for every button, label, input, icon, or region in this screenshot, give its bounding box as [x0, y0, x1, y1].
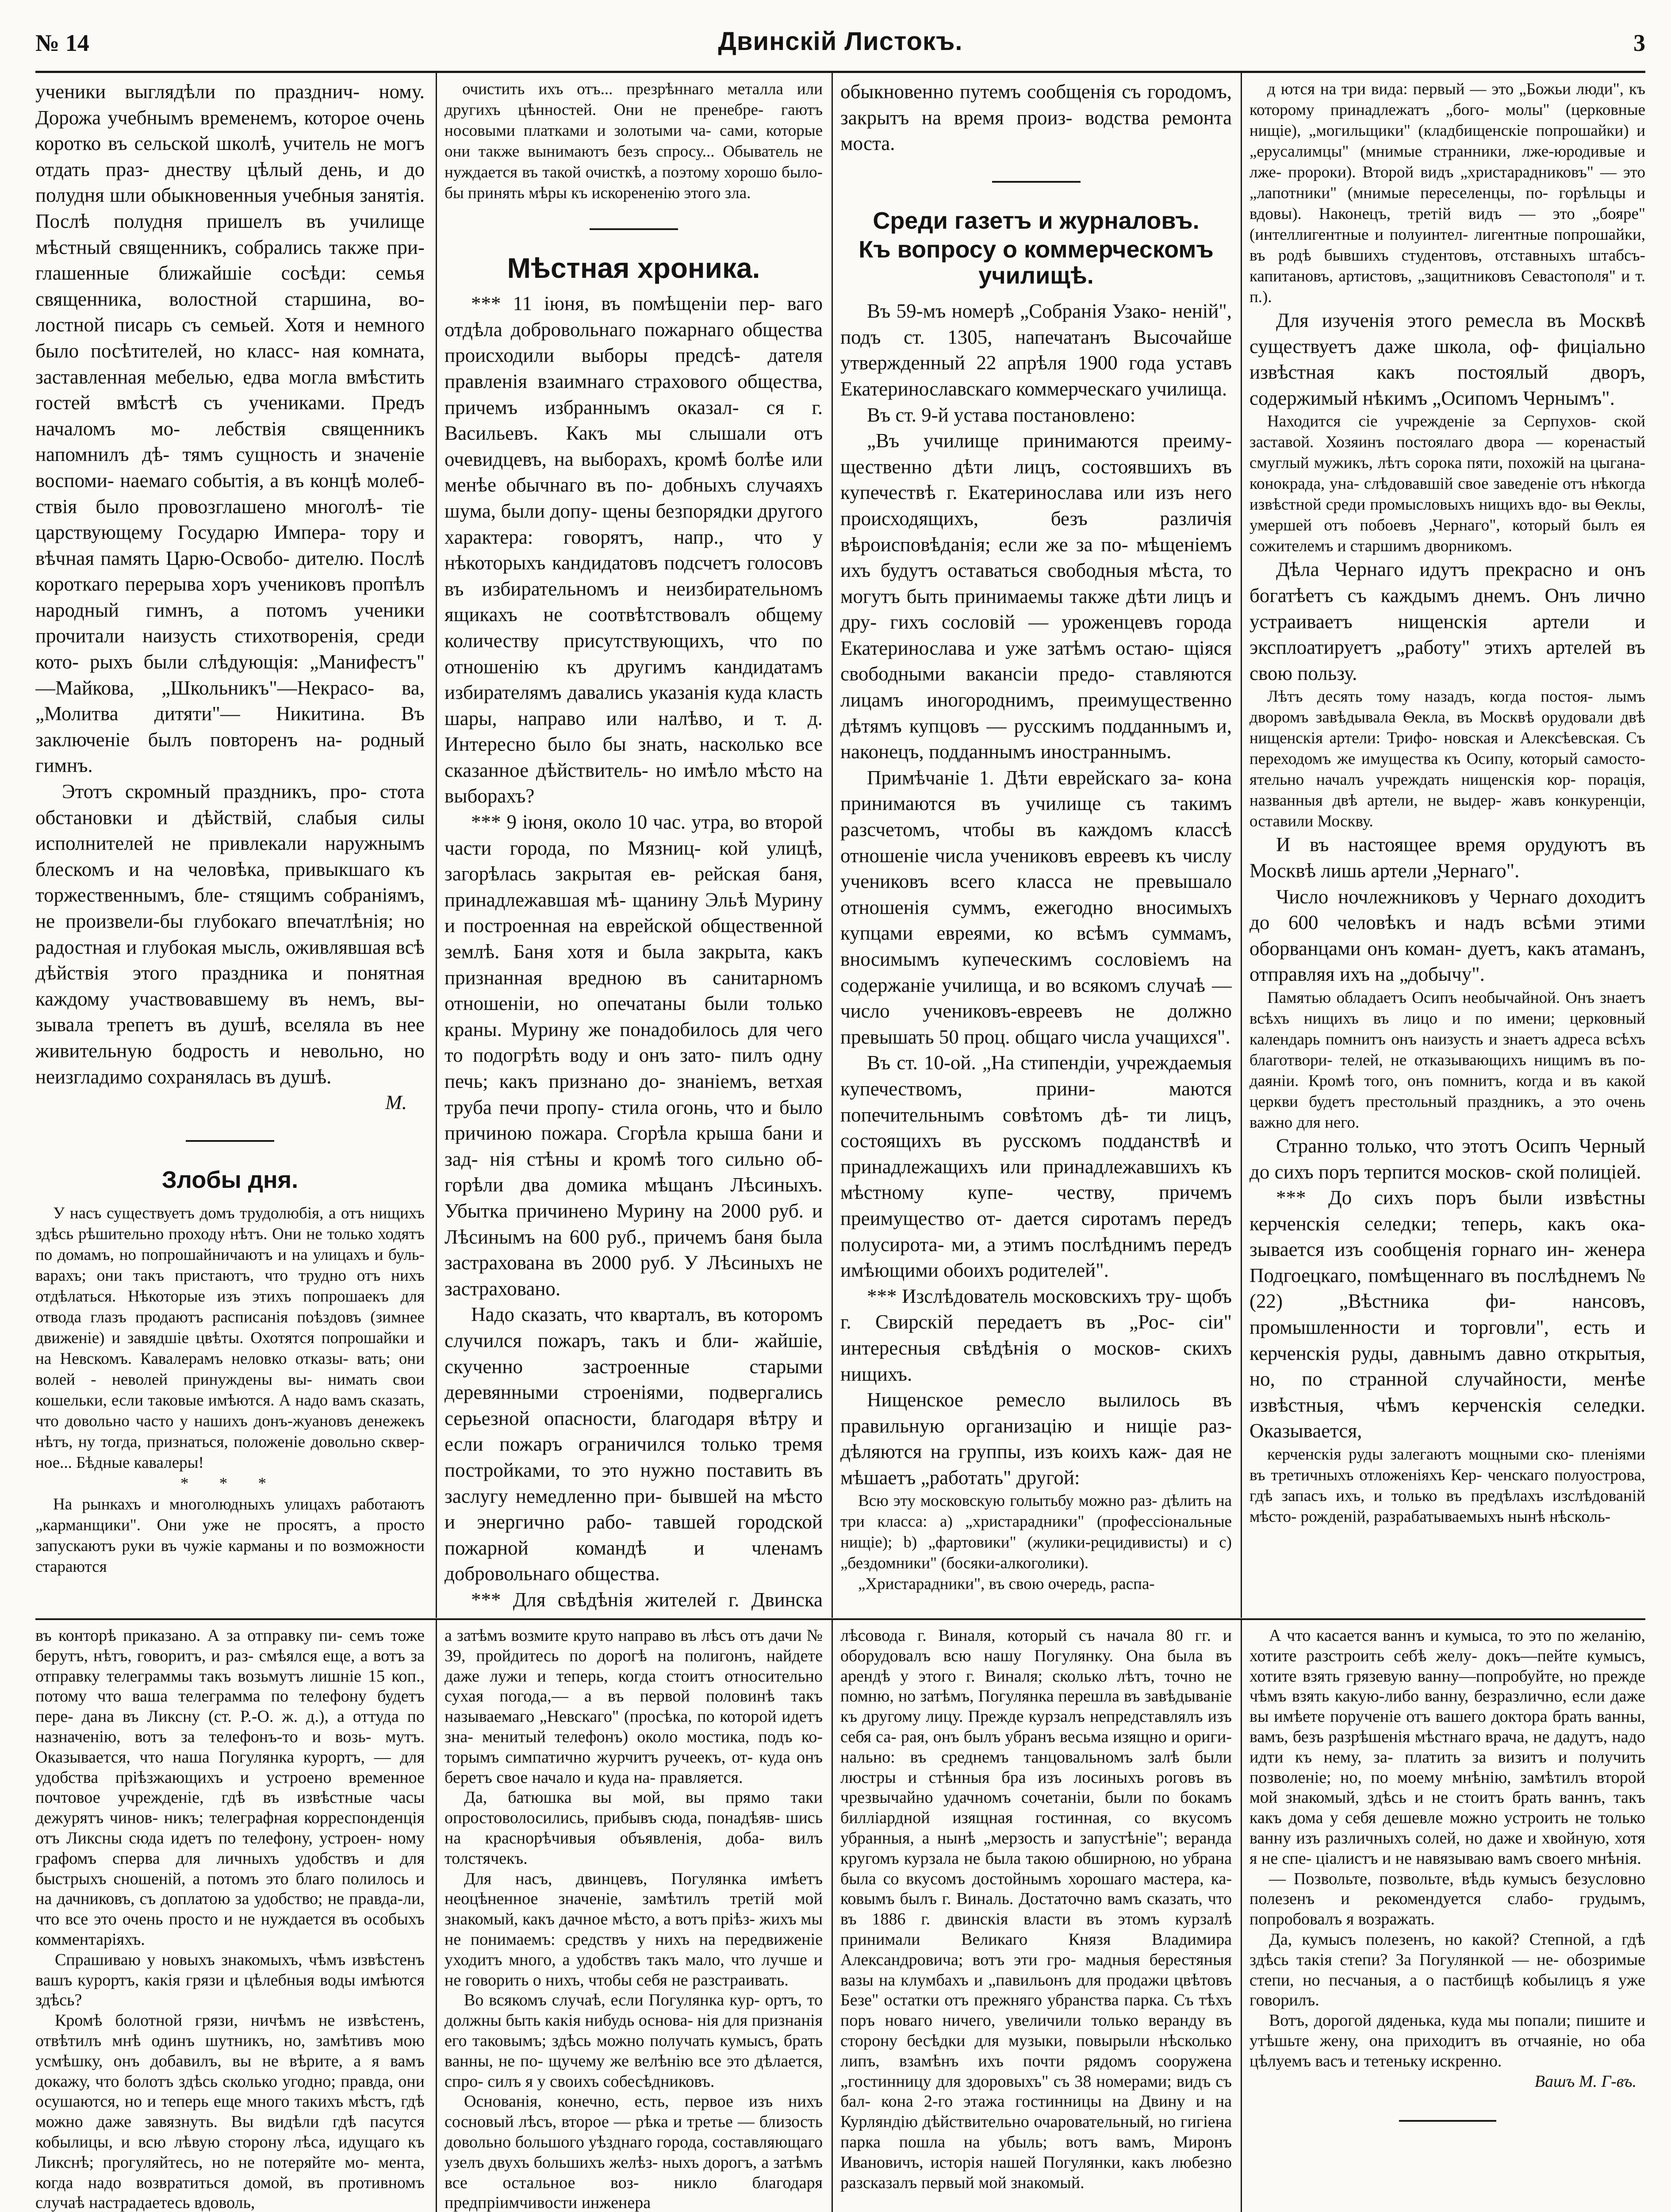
section-divider: [35, 1618, 1645, 1620]
article-paragraph: „Христарадники", въ свою очередь, распа-: [858, 1575, 1155, 1594]
article-paragraph: Основанія, конечно, есть, первое изъ нихъ сосновый лѣсъ, второе — рѣка и третье — близость довольно большого уѣзднаго города, составляющаго узелъ двухъ большихъ желѣз- ныхъ дорогъ, а затѣмъ все остальное воз- никло благодаря предпріимчивости инженера: [445, 2092, 823, 2212]
column-rule: [436, 73, 437, 1618]
article-signature: М.: [385, 1091, 407, 1114]
article-paragraph: „Въ училище принимаются преиму- щественно дѣти лицъ, состоявшихъ въ купечествѣ г. Екатеринослава или изъ него происходящихъ, безъ различія вѣроисповѣданія; если же за по- мѣщеніемъ ихъ будутъ оставаться свободныя мѣста, то могутъ быть принимаемы также дѣти лицъ и дру- гихъ сословій — уроженцевъ города Екатеринослава и уже затѣмъ остаю- щіяся свободными вакансіи предо- ставляются лицамъ иногороднимъ, преимущественно дѣтямъ купцовъ — русскимъ подданнымъ и, наконецъ, подданнымъ иностраннымъ.: [840, 430, 1232, 763]
article-paragraph: Въ ст. 9-й устава постановлено:: [867, 403, 1136, 426]
article-paragraph: Спрашиваю у новыхъ знакомыхъ, чѣмъ извѣстенъ вашъ курортъ, какія грязи и цѣлебныя воды имѣются здѣсь?: [35, 1950, 425, 2010]
article-paragraph: Этотъ скромный праздникъ, про- стота обстановки и дѣйствій, слабыя силы исполнителей не привлекали наружнымъ блескомъ и на человѣка, привыкшаго къ торжественнымъ, бле- стящимъ собраніямъ, не произвели-бы глубокаго впечатлѣнія; но радостная и глубокая мысль, оживлявшая всѣ дѣйствія этого праздника и понятная каждому участвовавшему въ немъ, вы- зывала трепетъ въ душѣ, вселяла въ нее живительную бодрость и невольно, но неизгладимо сохранялась въ душѣ.: [35, 780, 425, 1088]
ornament-divider: [1249, 2109, 1645, 2130]
article-paragraph: *** Для свѣдѣнія жителей г. Двинска: [471, 1588, 823, 1611]
section-title: Злобы дня.: [161, 1167, 299, 1194]
ornament-divider: [840, 167, 1232, 193]
article-paragraph: Странно только, что этотъ Осипъ Черный до сихъ поръ терпится москов- ской полиціей.: [1249, 1134, 1645, 1183]
article-paragraph: Нищенское ремесло вылилось въ правильную организацію и нищіе раз- дѣляются на группы, изъ коихъ каж- дая не мѣшаетъ „работать" другой:: [840, 1389, 1232, 1489]
bottom-column-3: [840, 1626, 1232, 2212]
bottom-column-4: [1249, 1626, 1645, 2212]
article-paragraph: Да, кумысъ полезенъ, но какой? Степной, а гдѣ здѣсь такія степи? За Погулянкой — не- обозримые степи, но песчаныя, а о пастбищѣ кобылицъ я уже говорилъ.: [1249, 1930, 1645, 2010]
article-paragraph: ученики выглядѣли по празднич- ному. Дорожа учебнымъ временемъ, которое очень коротко въ сельской школѣ, учитель не могъ отдать праз- днеству цѣлый день, и до полудня шли обыкновенныя учебныя занятія. Послѣ полудня пришелъ въ училище мѣстный священникъ, собрались также при- глашенные ближайшіе сосѣди: семья священника, волостной старшина, во- лостной писарь съ семьей. Хотя и немного было посѣтителей, но класс- ная комната, заставленная мебелью, едва могла вмѣстить гостей вмѣстѣ съ учениками. Предъ началомъ мо- лебствія священникъ напомнилъ дѣ- тямъ сущность и значеніе воспоми- наемаго событія, а въ концѣ молеб- ствія было провозглашено многолѣ- тіе царствующему Государю Импера- тору и вѣчная память Царю-Освобо- дителю. Послѣ короткаго перерыва хоръ учениковъ пропѣлъ народный гимнъ, а потомъ ученики прочитали наизусть стихотворенія, среди кото- рыхъ были слѣдующія: „Манифестъ" —Майкова, „Школьникъ"—Некрасо- ва, „Молитва дитяти"— Никитина. Въ заключеніе былъ повторенъ на- родный гимнъ.: [35, 81, 425, 777]
star-separator: * * *: [180, 1474, 280, 1493]
column-rule: [832, 73, 833, 1618]
article-paragraph: *** Изслѣдователь московскихъ тру- щобъ г. Свирскій передаетъ въ „Рос- сіи" интересныя свѣдѣнія о москов- скихъ нищихъ.: [840, 1285, 1232, 1385]
section-title: Мѣстная хроника.: [507, 252, 760, 284]
article-paragraph: Да, батюшка вы мой, вы прямо таки опростоволосились, прибывъ сюда, понадѣяв- шись на краснорѣчивыя объявленія, доба- вилъ толстячекъ.: [445, 1788, 823, 1868]
column-4: [1249, 79, 1645, 1614]
small-print-block: [1249, 411, 1645, 557]
article-paragraph: Во всякомъ случаѣ, если Погулянка кур- ортъ, то должны быть какія нибудь основа- нія для признанія его таковымъ; здѣсь можно получать кумысъ, брать ванны, не по- щучему же велѣнію все это дѣлается, спро- силъ я у своихъ собесѣдниковъ.: [445, 1991, 823, 2091]
article-paragraph: Лѣтъ десять тому назадъ, когда постоя- лымъ дворомъ завѣдывала Ѳекла, въ Москвѣ орудовали двѣ нищенскія артели: Трифо- новская и Алексѣевская. Съ переходомъ же имущества къ Осипу, который самосто- ятельно началъ учреждать нищенскія кор- порація, названныя двѣ артели, не выдер- жавъ конкуренціи, оставили Москву.: [1249, 687, 1645, 831]
column-rule: [1241, 73, 1242, 1618]
issue-number: № 14: [35, 30, 89, 56]
article-paragraph: въ конторѣ приказано. А за отправку пи- семъ тоже берутъ, нѣтъ, говоритъ, и раз- смѣялся еще, а вотъ за отправку телеграммы такъ возьмутъ лишніе 15 коп., потому что ваша телеграмма по телефону будетъ пере- дана въ Ликсну (ст. Р.-О. ж. д.), а оттуда по назначенію, вотъ за телефонъ-то и возь- мутъ. Оказывается, что наша Погулянка курортъ, — для удобства пріѣзжающихъ и устроено временное почтовое учрежденіе, гдѣ въ извѣстные часы дежурятъ чинов- никъ; телеграфная корреспонденція отъ Ликсны сюда идетъ по телефону, устроен- ному графомъ сперва для личныхъ удобствъ и для быстрыхъ сношеній, а потомъ это благо полилось и на дачниковъ, съ доплатою за удобство; не правда-ли, что все это очень просто и не нуждается въ особыхъ комментаріяхъ.: [35, 1626, 425, 1949]
column-rule: [436, 1620, 437, 2212]
article-paragraph: Находится сіе учрежденіе за Серпухов- ской заставой. Хозяинъ постоялаго двора — коренастый смуглый мужикъ, лѣтъ сорока пяти, похожій на цыгана-конокрада, уна- слѣдовавшій свое заведеніе отъ нѣкогда извѣстной среди промысловыхъ нищихъ вдо- вы Ѳеклы, умершей отъ побоевъ „Чернаго", который былъ ея сожителемъ и старшимъ дворникомъ.: [1249, 412, 1645, 556]
ornament-divider: [445, 214, 823, 240]
article-paragraph: У насъ существуетъ домъ трудолюбія, а отъ нищихъ здѣсь рѣшительно проходу нѣтъ. Они не только ходятъ по домамъ, но попрошайничаютъ и на улицахъ и буль- варахъ; они такъ пристаютъ, что трудно отъ нихъ отдѣлаться. Нѣкоторые изъ этихъ попрошаекъ для отвода глазъ продаютъ расписанія поѣздовъ (зимнее движеніе) и завядшіе цвѣты. Охотятся попрошайки и на Невскомъ. Кавалерамъ неловко отказы- вать; они волей - неволей принуждены вы- нимать свои кошельки, если таковые имѣются. А надо вамъ сказать, что довольно часто у нашихъ донъ-жуановъ денежекъ нѣтъ, ну тогда, признаться, положеніе довольно сквер- ное... Бѣдные кавалеры!: [35, 1204, 425, 1472]
article-paragraph: Въ 59-мъ номерѣ „Собранія Узако- неній", подъ ст. 1305, напечатанъ Высочайше утвержденный 22 апрѣля 1900 года уставъ Екатеринославскаго коммерческаго училища.: [840, 300, 1232, 400]
article-paragraph: Надо сказать, что кварталъ, въ которомъ случился пожаръ, такъ и бли- жайшіе, скученно застроенные старыми деревянными строеніями, подвергались серьезной опасности, благодаря вѣтру и если пожаръ ограничился только тремя постройками, то это нужно поставить въ заслугу немедленно при- бывшей на мѣсто и энергично рабо- тавшей городской пожарной командѣ и членамъ добровольнаго общества.: [445, 1303, 823, 1585]
article-paragraph: керченскія руды залегаютъ мощными ско- пленіями въ третичныхъ отложеніяхъ Кер- ченскаго полуострова, гдѣ запасъ ихъ, и только въ предѣлахъ изслѣдованій мѣсто- рожденій, разрабатываемыхъ нынѣ нѣсколь-: [1249, 1445, 1645, 1526]
page-header: [35, 27, 1645, 66]
article-paragraph: Кромѣ болотной грязи, ничѣмъ не извѣстенъ, отвѣтилъ мнѣ одинъ шутникъ, но, замѣтивъ мою усмѣшку, онъ добавилъ, вы не вѣрите, а я вамъ докажу, что болотъ здѣсь сколько угодно; правда, они осушаются, но и теперь еще много такихъ мѣстъ, гдѣ можно даже завязнуть. Вы видѣли гдѣ пасутся кобылицы, и всю лѣвую сторону лѣса, идущаго къ Ликснѣ; прогуляйтесь, но не потеряйте мо- мента, когда надо возвратиться домой, въ противномъ случаѣ настрадаетесь вдоволь,: [35, 2011, 425, 2212]
small-print-block: [1249, 79, 1645, 307]
article-paragraph: Въ ст. 10-ой. „На стипендіи, учреждаемыя купечествомъ, прини- маются попечительнымъ совѣтомъ дѣ- ти лицъ, состоящихъ въ русскомъ подданствѣ и принадлежащихъ или принадлежавшихъ къ мѣстному купе- честву, причемъ преимущество от- дается сиротамъ передъ полусирота- ми, а этимъ послѣднимъ передъ имѣющими обоихъ родителей".: [840, 1052, 1232, 1282]
article-signature: Вашъ М. Г-въ.: [1534, 2072, 1637, 2091]
column-2: [445, 79, 823, 1614]
article-paragraph: — Позвольте, позвольте, вѣдь кумысъ безусловно полезенъ и рекомендуется слабо- грудымъ, попробовалъ я возражать.: [1249, 1869, 1645, 1929]
section-subtitle: Къ вопросу о коммерческомъ училищѣ.: [858, 236, 1214, 289]
article-paragraph: Всю эту московскую голытьбу можно раз- дѣлить на три класса: а) „христарадники" (профессіональные нищіе); b) „фартовики" (жулики-рецидивисты) и с) „бездомники" (босяки-алкоголики).: [840, 1492, 1232, 1573]
article-paragraph: д ются на три вида: первый — это „Божьи люди", къ которому принадлежатъ „бого- молы" (церковные нищіе), „могильщики" (кладбищенскіе попрошайки) и „ерусалимцы" (мнимые странники, лже-юродивые и лже- пророки). Второй видъ „христарадниковъ" — это „лапотники" (мнимые переселенцы, по- горѣльцы и вдовы). Наконецъ, третій видъ — это „бояре" (интеллигентные и полуинтел- лигентные попрошайки, въ родѣ бывшихъ студентовъ, отставныхъ штабсъ-капитановъ, артистовъ, „защитниковъ Севастополя" и т. п.).: [1249, 80, 1645, 306]
article-paragraph: Число ночлежниковъ у Чернаго доходитъ до 600 человѣкъ и надъ всѣми этими оборванцами онъ коман- дуетъ, какъ атаманъ, отправляя ихъ на „добычу".: [1249, 885, 1645, 986]
article-paragraph: Вотъ, дорогой дяденька, куда мы попали; пишите и утѣшьте жену, она приходитъ въ отчаяніе, но оба цѣлуемъ васъ и тетеньку искренно.: [1249, 2011, 1645, 2070]
article-paragraph: А что касается ваннъ и кумыса, то это по желанію, хотите разстроить себѣ желу- докъ—пейте кумысъ, хотите взять грязевую ванну—попробуйте, но прежде чѣмъ взять какую-либо ванну, безразлично, если даже вы имѣете порученіе отъ вашего доктора брать ванны, вамъ, безъ разрѣшенія мѣстнаго врача, не дадутъ, надо идти къ нему, за- платить за визитъ и получить позволеніе; но, по моему мнѣнію, замѣтилъ второй мой знакомый, здѣсь и не стоитъ брать ваннъ, такъ какъ дома у себя дешевле можно устроить не только ванну изъ различныхъ солей, но даже и хвойную, хотя я не спе- ціалистъ и не навязываю вамъ своего мнѣнія.: [1249, 1626, 1645, 1868]
bottom-column-1: [35, 1626, 425, 2212]
article-paragraph: Дѣла Чернаго идутъ прекрасно и онъ богатѣетъ съ каждымъ днемъ. Онъ лично устраиваетъ нищенскія артели и эксплоатируетъ „работу" этихъ артелей въ свою пользу.: [1249, 558, 1645, 684]
newspaper-title: Двинскій Листокъ.: [718, 27, 963, 56]
small-print-block: [1249, 987, 1645, 1133]
page-number: 3: [1633, 30, 1645, 56]
small-print-block: [35, 1203, 425, 1577]
article-paragraph: лѣсовода г. Виналя, который съ начала 80 гг. и оборудовалъ всю нашу Погулянку. Она была въ арендѣ у этого г. Виналя; сколько лѣтъ, точно не помню, но затѣмъ, Погулянка перешла въ завѣдываніе къ другому лицу. Прежде курзалъ непредставлялъ изъ себя са- рая, онъ былъ убранъ весьма изящно и ориги- нально: въ среднемъ танцовальномъ залѣ были люстры и стѣнныя бра изъ лосиныхъ роговъ въ чрезвычайно удачномъ сочетаніи, были по бокамъ билліардной изящная гостинная, со вкусомъ убранныя, а нынѣ „мерзость и запустѣніе"; веранда кругомъ курзала не была такою обширною, но убрана была со вкусомъ достойнымъ хорошаго мастера, ка- ковымъ былъ г. Виналь. Достаточно вамъ сказать, что въ 1886 г. двинскія власти въ этомъ курзалѣ принимали Великаго Князя Владимира Александровича; вотъ эти гро- мадныя берестяныя вазы на клумбахъ и „павильонъ для продажи цвѣтовъ Безе" остатки отъ прежняго убранства парка. Съ тѣхъ поръ новаго ничего, увеличили только веранду въ сторону бесѣдки для музыки, повырыли нѣсколько липъ, взамѣнъ ихъ почти рядомъ сооружена „гостинницу для здоровыхъ" съ 38 номерами; видъ съ бал- кона 2-го этажа гостинницы на Двину и на Курляндію дѣйствительно очаровательный, но гигіена парка пошла на убыль; вотъ вамъ, Миронъ Ивановичъ, исторія нашей Погулянки, какъ любезно разсказалъ первый мой знакомый.: [840, 1626, 1232, 2192]
article-paragraph: а затѣмъ возмите круто направо въ лѣсъ отъ дачи № 39, пройдитесь по дорогѣ на полигонъ, найдете даже лужи и теперь, когда стоитъ относительно сухая погода,— а въ первой половинѣ такъ называемаго „Невскаго" (просѣка, по которой идетъ зна- менитый телефонъ) около мостика, подъ ко- торымъ симпатично журчитъ ручеекъ, от- куда онъ беретъ свое начало и куда на- правляется.: [445, 1626, 823, 1787]
article-paragraph: Для насъ, двинцевъ, Погулянка имѣетъ неоцѣненное значеніе, замѣтилъ третій мой знакомый, какъ дачное мѣсто, а вотъ пріѣз- жихъ мы не понимаемъ: средствъ у нихъ на передвиженіе уходитъ много, а удобствъ такъ мало, что лучше и не говорить о нихъ, чтобы себя не разстраивать.: [445, 1869, 823, 1989]
column-rule: [1241, 1620, 1242, 2212]
section-title: Среди газетъ и журналовъ.: [873, 207, 1200, 234]
article-paragraph: обыкновенно путемъ сообщенія съ городомъ, закрытъ на время произ- водства ремонта моста.: [840, 81, 1232, 155]
article-paragraph: И въ настоящее время орудуютъ въ Москвѣ лишь артели „Чернаго".: [1249, 833, 1645, 882]
article-paragraph: *** 11 іюня, въ помѣщеніи пер- ваго отдѣла добровольнаго пожарнаго общества происходили выборы предсѣ- дателя правленія взаимнаго страхового общества, причемъ избраннымъ оказал- ся г. Васильевъ. Какъ мы слышали отъ очевидцевъ, на выборахъ, кромѣ болѣе или менѣе обычнаго въ по- добныхъ случаяхъ шума, были допу- щены безпорядки другого характера: говорятъ, напр., что у нѣкоторыхъ кандидатовъ подсчетъ голосовъ въ избирательномъ и неизбирательномъ ящикахъ не соотвѣтствовалъ общему количеству присутствующихъ, что по отношенію къ другимъ кандидатамъ избирателямъ давались указанія куда класть шары, направо или налѣво, и т. д. Интересно было бы знать, насколько все сказанное дѣйствитель- но имѣло мѣсто на выборахъ?: [445, 292, 823, 807]
small-print-block: [1249, 1444, 1645, 1527]
article-paragraph: очистить ихъ отъ... презрѣннаго металла или другихъ цѣнностей. Они не пренебре- гаютъ носовыми платками и золотыми ча- сами, которые они также вынимаютъ безъ спросу... Обыватель не нуждается въ такой очисткѣ, а поэтому хорошо было-бы принять мѣры къ искорененію этого зла.: [445, 80, 823, 202]
ornament-divider: [35, 1126, 425, 1152]
small-print-block: [840, 1490, 1232, 1594]
column-3: [840, 79, 1232, 1614]
small-print-block: [1249, 686, 1645, 832]
article-paragraph: Памятью обладаетъ Осипъ необычайной. Онъ знаетъ всѣхъ нищихъ въ лицо и по имени; церковный календарь помнитъ онъ наизусть и знаетъ адреса всѣхъ благотвори- телей, не отказывающихъ нищимъ въ по- даяніи. Кромѣ того, онъ помнитъ, когда и въ какой церкви будетъ престольный праздникъ, а это очень важно для него.: [1249, 988, 1645, 1132]
column-1: [35, 79, 425, 1614]
bottom-column-2: [445, 1626, 823, 2212]
small-print-block: [445, 79, 823, 204]
article-paragraph: *** 9 іюня, около 10 час. утра, во второй части города, по Мязниц- кой улицѣ, загорѣлась закрытая ев- рейская баня, принадлежавшая мѣ- щанину Эльѣ Мурину и построенная на еврейской общественной землѣ. Баня хотя и была закрыта, какъ признанная вредною въ санитарномъ отношеніи, но опечатаны были только краны. Мурину же понадобилось для чего то подогрѣть воду и онъ зато- пилъ одну печь; какъ признано до- знаніемъ, ветхая труба печи пропу- стила огонь, что и было причиною пожара. Сгорѣла крыша бани и зад- нія стѣны и кромѣ того сильно об- горѣли два домика мѣщанъ Лѣсиныхъ. Убытка причинено Мурину на 2000 руб. и Лѣсинымъ на 600 руб., причемъ баня была застрахована въ 2000 руб. У Лѣсиныхъ не застраховано.: [445, 811, 823, 1300]
column-rule: [832, 1620, 833, 2212]
header-rule: [35, 71, 1645, 73]
article-paragraph: Примѣчаніе 1. Дѣти еврейскаго за- кона принимаются въ училище съ такимъ разсчетомъ, чтобы въ каждомъ классѣ отношеніе числа учениковъ евреевъ къ числу учениковъ всего класса не превышало отношенія суммъ, ежегодно вносимыхъ купцами евреями, ко всѣмъ суммамъ, вносимымъ купеческимъ сословіемъ на содержаніе училища, и во всякомъ случаѣ — число учениковъ-евреевъ не должно превышать 50 проц. общаго числа учащихся".: [840, 766, 1232, 1048]
article-paragraph: На рынкахъ и многолюдныхъ улицахъ работаютъ „карманщики". Они уже не просятъ, а просто запускаютъ руки въ чужіе карманы и по возможности стараются: [35, 1495, 425, 1576]
article-paragraph: *** До сихъ поръ были извѣстны керченскія селедки; теперь, какъ ока- зывается изъ сообщенія горнаго ин- женера Подгоецкаго, помѣщеннаго въ послѣднемъ № (22) „Вѣстника фи- нансовъ, промышленности и торговли", есть и керченскія руды, давнымъ давно открытыя, но, по странной случайности, менѣе извѣстныя, чѣмъ керченскія селедки. Оказывается,: [1249, 1187, 1645, 1442]
article-paragraph: Для изученія этого ремесла въ Москвѣ существуетъ даже школа, оф- фиціально извѣстная какъ постоялый дворъ, содержимый нѣкимъ „Осипомъ Чернымъ".: [1249, 309, 1645, 409]
